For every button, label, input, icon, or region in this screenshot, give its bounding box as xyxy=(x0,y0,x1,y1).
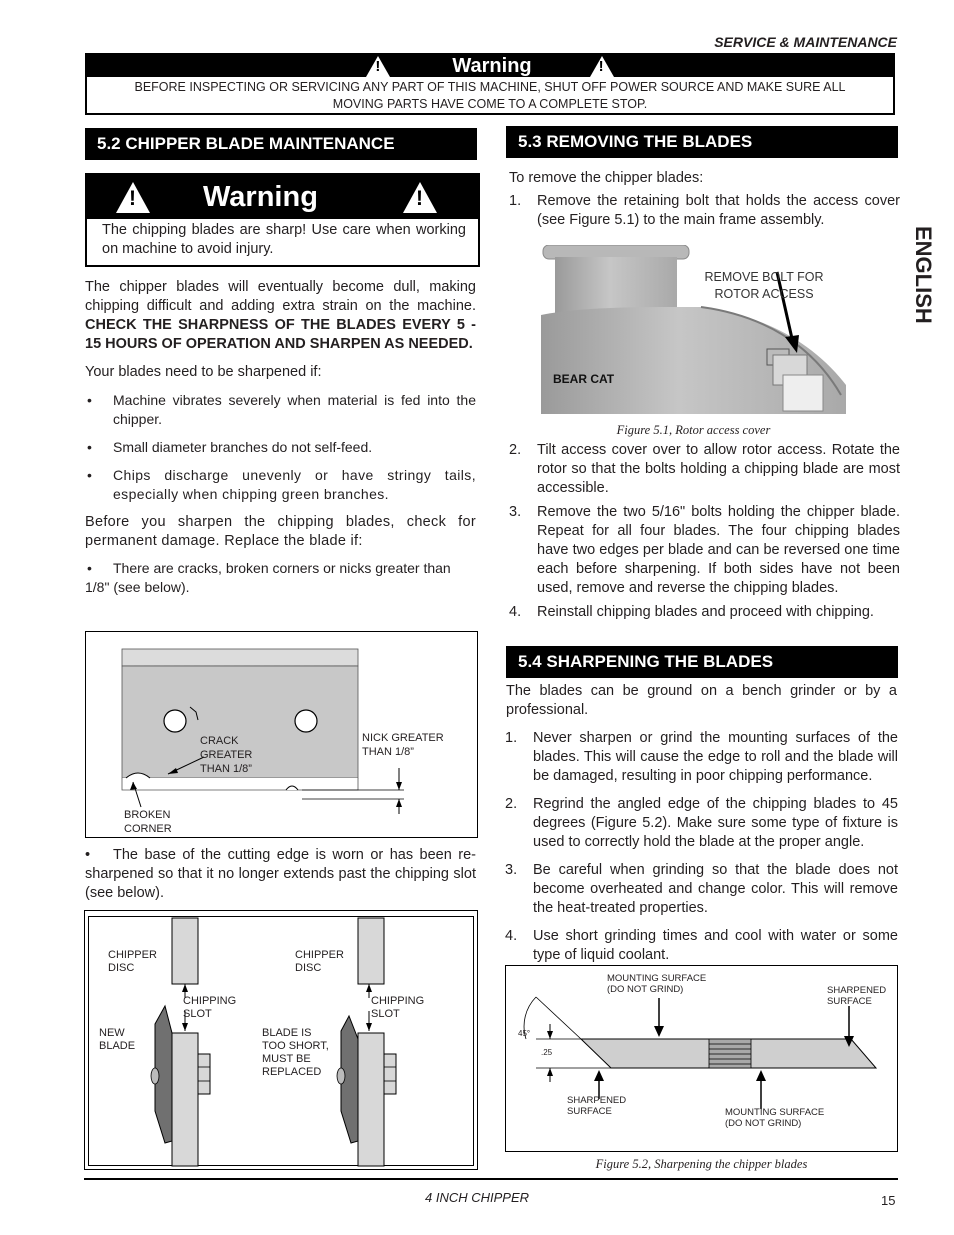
nick-label: NICK GREATER THAN 1/8” xyxy=(362,732,444,758)
chipping-slot-figure xyxy=(84,910,478,1170)
angle-label: 45° xyxy=(518,1029,531,1038)
paragraph: Before you sharpen the chipping blades, check for permanent damage. Replace the blade if: xyxy=(85,514,476,549)
list-item: • Small diameter branches do not self-feed. xyxy=(85,438,476,457)
warning-icon xyxy=(116,182,150,213)
chipping-slot-label-left: CHIPPING SLOT xyxy=(183,995,237,1020)
language-tab-text: ENGLISH xyxy=(911,226,936,324)
section-5-2-body xyxy=(85,278,476,597)
blade-warning-title: Warning xyxy=(203,180,318,213)
chipping-slot-label-right: CHIPPING SLOT xyxy=(371,995,425,1020)
broken-corner-label: BROKEN CORNER xyxy=(124,809,172,835)
sharpening-figure xyxy=(505,965,898,1152)
list-item: 2. Tilt access cover over to allow rotor access. Rotate the rotor so that the bolts holding a chipping blade are most accessible. xyxy=(509,442,900,496)
warning-icon xyxy=(590,56,614,77)
sharpened-surface-label-bottom: SHARPENED SURFACE xyxy=(567,1095,627,1117)
list-item: 4. Reinstall chipping blades and proceed with chipping. xyxy=(509,604,874,620)
mounting-surface-label-top: MOUNTING SURFACE (DO NOT GRIND) xyxy=(607,973,707,995)
figure-5-2-caption: Figure 5.2, Sharpening the chipper blades xyxy=(595,1157,808,1171)
paragraph: Your blades need to be sharpened if: xyxy=(85,364,322,380)
language-tab xyxy=(904,222,944,332)
figure-5-1-caption: Figure 5.1, Rotor access cover xyxy=(616,423,771,437)
blade-damage-figure xyxy=(85,631,478,838)
section-header: SERVICE & MAINTENANCE xyxy=(714,34,897,50)
crack-label: CRACK GREATER THAN 1/8” xyxy=(200,735,253,775)
blade-warning-bar xyxy=(87,175,478,219)
blade-too-short-label: BLADE IS TOO SHORT, MUST BE REPLACED xyxy=(262,1027,329,1078)
top-warning-title: Warning xyxy=(452,54,532,77)
sharpened-surface-label-top: SHARPENED SURFACE xyxy=(827,985,887,1007)
list-item: 3. Be careful when grinding so that the blade does not become overheated and change color. This will remove the heat-treated properties. xyxy=(505,862,898,916)
list-item: 4. Use short grinding times and cool with water or some type of liquid coolant. xyxy=(505,928,898,963)
removal-steps xyxy=(509,192,900,235)
chipper-disc-label-right: CHIPPER DISC xyxy=(295,949,344,974)
list-item: • Chips discharge unevenly or have stringy tails, especially when chipping green branches. xyxy=(85,466,476,504)
list-item: 1. Remove the retaining bolt that holds the access cover (see Figure 5.1) to the main frame assembly. xyxy=(509,193,900,228)
paragraph: To remove the chipper blades: xyxy=(509,170,704,186)
thickness-label: .25 xyxy=(541,1048,553,1057)
rotor-access-photo xyxy=(541,245,846,414)
list-item: 3. Remove the two 5/16" bolts holding the chipper blade. Repeat for all four blades. The four chipping blades have two edges per blade and can be reversed one time each before sharpening. If both sides have not been used, remove and reverse the chipping blades. xyxy=(509,504,900,596)
list-item: • The base of the cutting edge is worn or has been re-sharpened so that it no longer extends past the chipping slot (see below). xyxy=(85,847,476,901)
blade-warning-text: The chipping blades are sharp! Use care when working on machine to avoid injury. xyxy=(102,222,466,257)
section-5-3-heading: 5.3 REMOVING THE BLADES xyxy=(506,126,898,158)
footer-title: 4 INCH CHIPPER xyxy=(424,1190,530,1205)
list-item: • Machine vibrates severely when material is fed into the chipper. xyxy=(85,391,476,429)
list-item: 2. Regrind the angled edge of the chipping blades to 45 degrees (Figure 5.2). Make sure some type of fixture is used to correctly hold the blade at the proper angle. xyxy=(505,796,898,850)
photo-callout: REMOVE BOLT FOR ROTOR ACCESS xyxy=(704,270,824,301)
warning-icon xyxy=(366,56,390,77)
chipper-disc-label-left: CHIPPER DISC xyxy=(108,949,157,974)
bold-instruction: CHECK THE SHARPNESS OF THE BLADES EVERY 5 - 15 HOURS OF OPERATION AND SHARPEN AS NEEDED. xyxy=(85,317,476,352)
sharpen-conditions-list xyxy=(85,391,476,504)
top-warning-box xyxy=(85,53,895,115)
paragraph: The blades can be ground on a bench grinder or by a professional. xyxy=(506,683,897,718)
removal-steps-continued xyxy=(509,441,900,627)
warning-icon xyxy=(403,182,437,213)
top-warning-text: BEFORE INSPECTING OR SERVICING ANY PART OF THIS MACHINE, SHUT OFF POWER SOURCE AND MAKE SURE ALL MOVING PARTS HAVE COME TO A COMPLETE STOP. xyxy=(134,80,846,111)
top-warning-bar xyxy=(87,55,893,77)
section-5-2-heading: 5.2 CHIPPER BLADE MAINTENANCE xyxy=(85,128,477,160)
list-item: • There are cracks, broken corners or nicks greater than 1/8" (see below). xyxy=(85,560,451,595)
paragraph: The chipper blades will eventually become dull, making chipping difficult and adding extra strain on the machine. CHECK THE SHARPNESS OF THE BLADES EVERY 5 - 15 HOURS OF OPERATION AND SHARPEN AS NEEDED. xyxy=(85,279,476,352)
blade-warning-box xyxy=(85,173,480,267)
sharpening-steps xyxy=(505,729,898,970)
photo-brand: BEAR CAT xyxy=(553,372,615,386)
new-blade-label: NEW BLADE xyxy=(99,1027,136,1052)
list-item: 1. Never sharpen or grind the mounting surfaces of the blades. This will cause the edge to roll and the blade will be damaged, resulting in poor chipping performance. xyxy=(505,730,898,784)
footer-rule xyxy=(84,1178,898,1180)
mounting-surface-label-bottom: MOUNTING SURFACE (DO NOT GRIND) xyxy=(725,1107,825,1129)
page-number: 15 xyxy=(881,1193,896,1208)
section-5-4-heading: 5.4 SHARPENING THE BLADES xyxy=(506,646,898,678)
